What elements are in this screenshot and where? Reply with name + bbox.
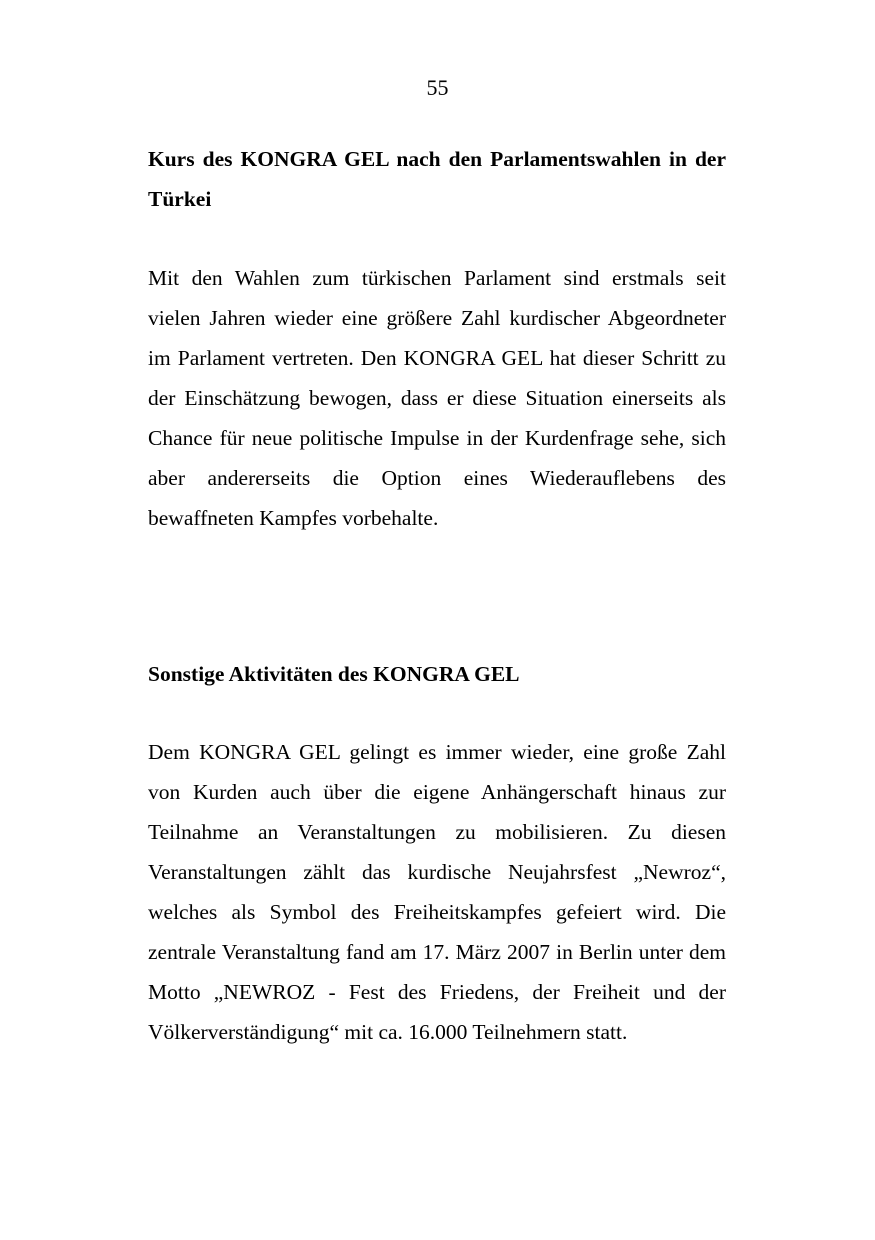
section-heading-kongra-gel-course: Kurs des KONGRA GEL nach den Parlamentswahlen in der Türkei xyxy=(148,147,726,211)
section-paragraph-other-activities: Dem KONGRA GEL gelingt es immer wieder, eine große Zahl von Kurden auch über die eigene Anhängerschaft hinaus zur Teilnahme an Veranstaltungen zu mobilisieren. Zu diesen Veranstaltungen zählt das kurdische Neujahrsfest „Newroz“, welches als Symbol des Freiheitskampfes gefeiert wird. Die zentrale Veranstaltung fand am 17. März 2007 in Berlin unter dem Motto „NEWROZ - Fest des Friedens, der Freiheit und der Völkerverständigung“ mit ca. 16.000 Teilnehmern statt. xyxy=(148,740,726,1044)
section-heading-other-activities: Sonstige Aktivitäten des KONGRA GEL xyxy=(148,662,520,686)
page-number: 55 xyxy=(426,75,449,100)
section-paragraph-kongra-gel-course: Mit den Wahlen zum türkischen Parlament sind erstmals seit vielen Jahren wieder eine größere Zahl kurdischer Abgeordneter im Parlament vertreten. Den KONGRA GEL hat dieser Schritt zu der Einschätzung bewogen, dass er diese Situation einerseits als Chance für neue politische Impulse in der Kurdenfrage sehe, sich aber andererseits die Option eines Wiederauflebens des bewaffneten Kampfes vorbehalte. xyxy=(148,266,726,530)
